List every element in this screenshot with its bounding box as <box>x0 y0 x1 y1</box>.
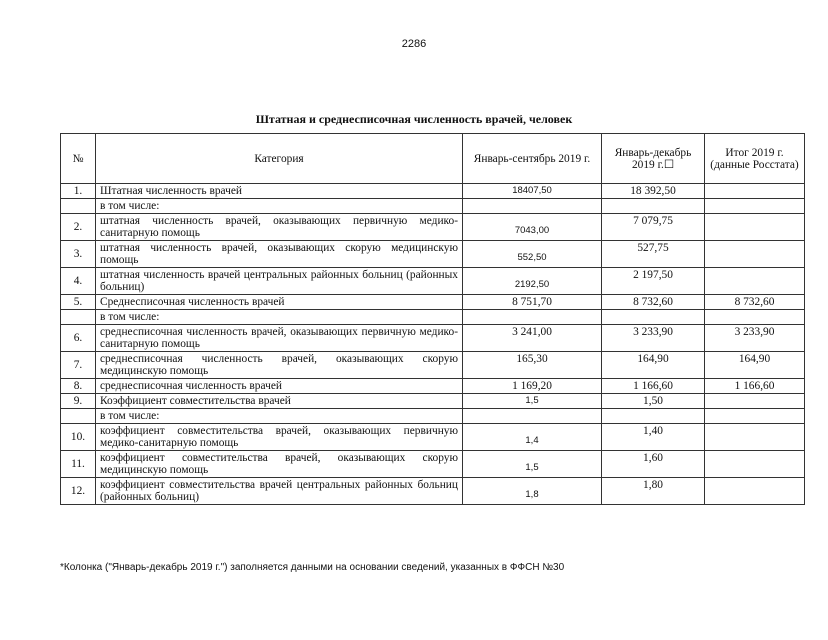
table-row <box>61 199 805 214</box>
table-row <box>61 478 805 505</box>
cell-rosstat <box>705 409 805 424</box>
row-number: 1. <box>61 184 96 199</box>
table-row <box>61 379 805 394</box>
cell-jan-dec: 527,75 <box>602 241 705 268</box>
table-row <box>61 214 805 241</box>
row-category: Штатная численность врачей <box>96 184 463 199</box>
cell-rosstat: 1 166,60 <box>705 379 805 394</box>
cell-jan-dec <box>602 310 705 325</box>
page-number: 2286 <box>401 38 427 50</box>
table-row <box>61 184 805 199</box>
row-category: коэффициент совместительства врачей, оказывающих первичную медико-санитарную помощь <box>96 424 463 451</box>
row-category: Среднесписочная численность врачей <box>96 295 463 310</box>
header-number: № <box>61 134 96 184</box>
footnote: *Колонка ("Январь-декабрь 2019 г.") заполняется данными на основании сведений, указанных в ФФСН №30 <box>60 562 565 573</box>
cell-jan-dec: 1,50 <box>602 394 705 409</box>
cell-jan-dec: 1 166,60 <box>602 379 705 394</box>
cell-rosstat <box>705 184 805 199</box>
header-jan-dec: Январь-декабрь 2019 г.☐ <box>602 134 705 184</box>
cell-jan-sep: 552,50 <box>463 241 602 268</box>
cell-jan-sep <box>463 199 602 214</box>
cell-jan-sep: 1,8 <box>463 478 602 505</box>
row-number: 2. <box>61 214 96 241</box>
table-header-row <box>61 134 805 184</box>
cell-rosstat <box>705 214 805 241</box>
row-category: в том числе: <box>96 310 463 325</box>
table-row <box>61 325 805 352</box>
cell-jan-sep: 2192,50 <box>463 268 602 295</box>
row-category: среднесписочная численность врачей, оказывающих скорую медицинскую помощь <box>96 352 463 379</box>
cell-jan-dec: 164,90 <box>602 352 705 379</box>
cell-rosstat <box>705 199 805 214</box>
table-row <box>61 451 805 478</box>
table-row <box>61 352 805 379</box>
cell-jan-dec <box>602 199 705 214</box>
cell-jan-sep: 1,4 <box>463 424 602 451</box>
cell-rosstat: 164,90 <box>705 352 805 379</box>
cell-jan-dec: 7 079,75 <box>602 214 705 241</box>
row-category: в том числе: <box>96 409 463 424</box>
cell-jan-sep <box>463 310 602 325</box>
cell-jan-sep: 7043,00 <box>463 214 602 241</box>
cell-jan-dec: 1,60 <box>602 451 705 478</box>
cell-jan-dec <box>602 409 705 424</box>
cell-jan-dec: 1,80 <box>602 478 705 505</box>
table-row <box>61 409 805 424</box>
cell-jan-sep: 1 169,20 <box>463 379 602 394</box>
cell-rosstat: 8 732,60 <box>705 295 805 310</box>
cell-jan-sep: 8 751,70 <box>463 295 602 310</box>
cell-rosstat <box>705 394 805 409</box>
row-category: в том числе: <box>96 199 463 214</box>
row-number <box>61 310 96 325</box>
table-row <box>61 394 805 409</box>
row-number: 5. <box>61 295 96 310</box>
cell-rosstat <box>705 310 805 325</box>
row-number: 11. <box>61 451 96 478</box>
header-category: Категория <box>96 134 463 184</box>
row-number: 10. <box>61 424 96 451</box>
cell-jan-dec: 2 197,50 <box>602 268 705 295</box>
row-category: коэффициент совместительства врачей, оказывающих скорую медицинскую помощь <box>96 451 463 478</box>
cell-jan-dec: 3 233,90 <box>602 325 705 352</box>
row-number: 6. <box>61 325 96 352</box>
row-number: 12. <box>61 478 96 505</box>
table-row <box>61 424 805 451</box>
row-number: 4. <box>61 268 96 295</box>
row-category: Коэффициент совместительства врачей <box>96 394 463 409</box>
row-number: 3. <box>61 241 96 268</box>
row-number <box>61 199 96 214</box>
staffing-table <box>60 133 805 505</box>
table-title: Штатная и среднесписочная численность врачей, человек <box>255 112 573 126</box>
cell-jan-dec: 8 732,60 <box>602 295 705 310</box>
row-number <box>61 409 96 424</box>
cell-jan-sep: 1,5 <box>463 394 602 409</box>
row-category: штатная численность врачей, оказывающих скорую медицинскую помощь <box>96 241 463 268</box>
table-row <box>61 241 805 268</box>
table-row <box>61 310 805 325</box>
cell-rosstat <box>705 451 805 478</box>
row-number: 8. <box>61 379 96 394</box>
row-category: среднесписочная численность врачей <box>96 379 463 394</box>
table-row <box>61 268 805 295</box>
cell-rosstat <box>705 268 805 295</box>
cell-jan-dec: 18 392,50 <box>602 184 705 199</box>
cell-jan-sep <box>463 409 602 424</box>
cell-rosstat <box>705 478 805 505</box>
cell-jan-sep: 165,30 <box>463 352 602 379</box>
row-category: коэффициент совместительства врачей центральных районных больниц (районных больниц) <box>96 478 463 505</box>
cell-jan-sep: 1,5 <box>463 451 602 478</box>
table-row <box>61 295 805 310</box>
cell-jan-dec: 1,40 <box>602 424 705 451</box>
row-category: штатная численность врачей, оказывающих первичную медико-санитарную помощь <box>96 214 463 241</box>
cell-rosstat <box>705 241 805 268</box>
header-jan-sep: Январь-сентябрь 2019 г. <box>463 134 602 184</box>
cell-jan-sep: 3 241,00 <box>463 325 602 352</box>
row-category: штатная численность врачей центральных районных больниц (районных больниц) <box>96 268 463 295</box>
cell-jan-sep: 18407,50 <box>463 184 602 199</box>
row-number: 9. <box>61 394 96 409</box>
row-category: среднесписочная численность врачей, оказывающих первичную медико-санитарную помощь <box>96 325 463 352</box>
cell-rosstat <box>705 424 805 451</box>
header-rosstat: Итог 2019 г. (данные Росстата) <box>705 134 805 184</box>
cell-rosstat: 3 233,90 <box>705 325 805 352</box>
row-number: 7. <box>61 352 96 379</box>
